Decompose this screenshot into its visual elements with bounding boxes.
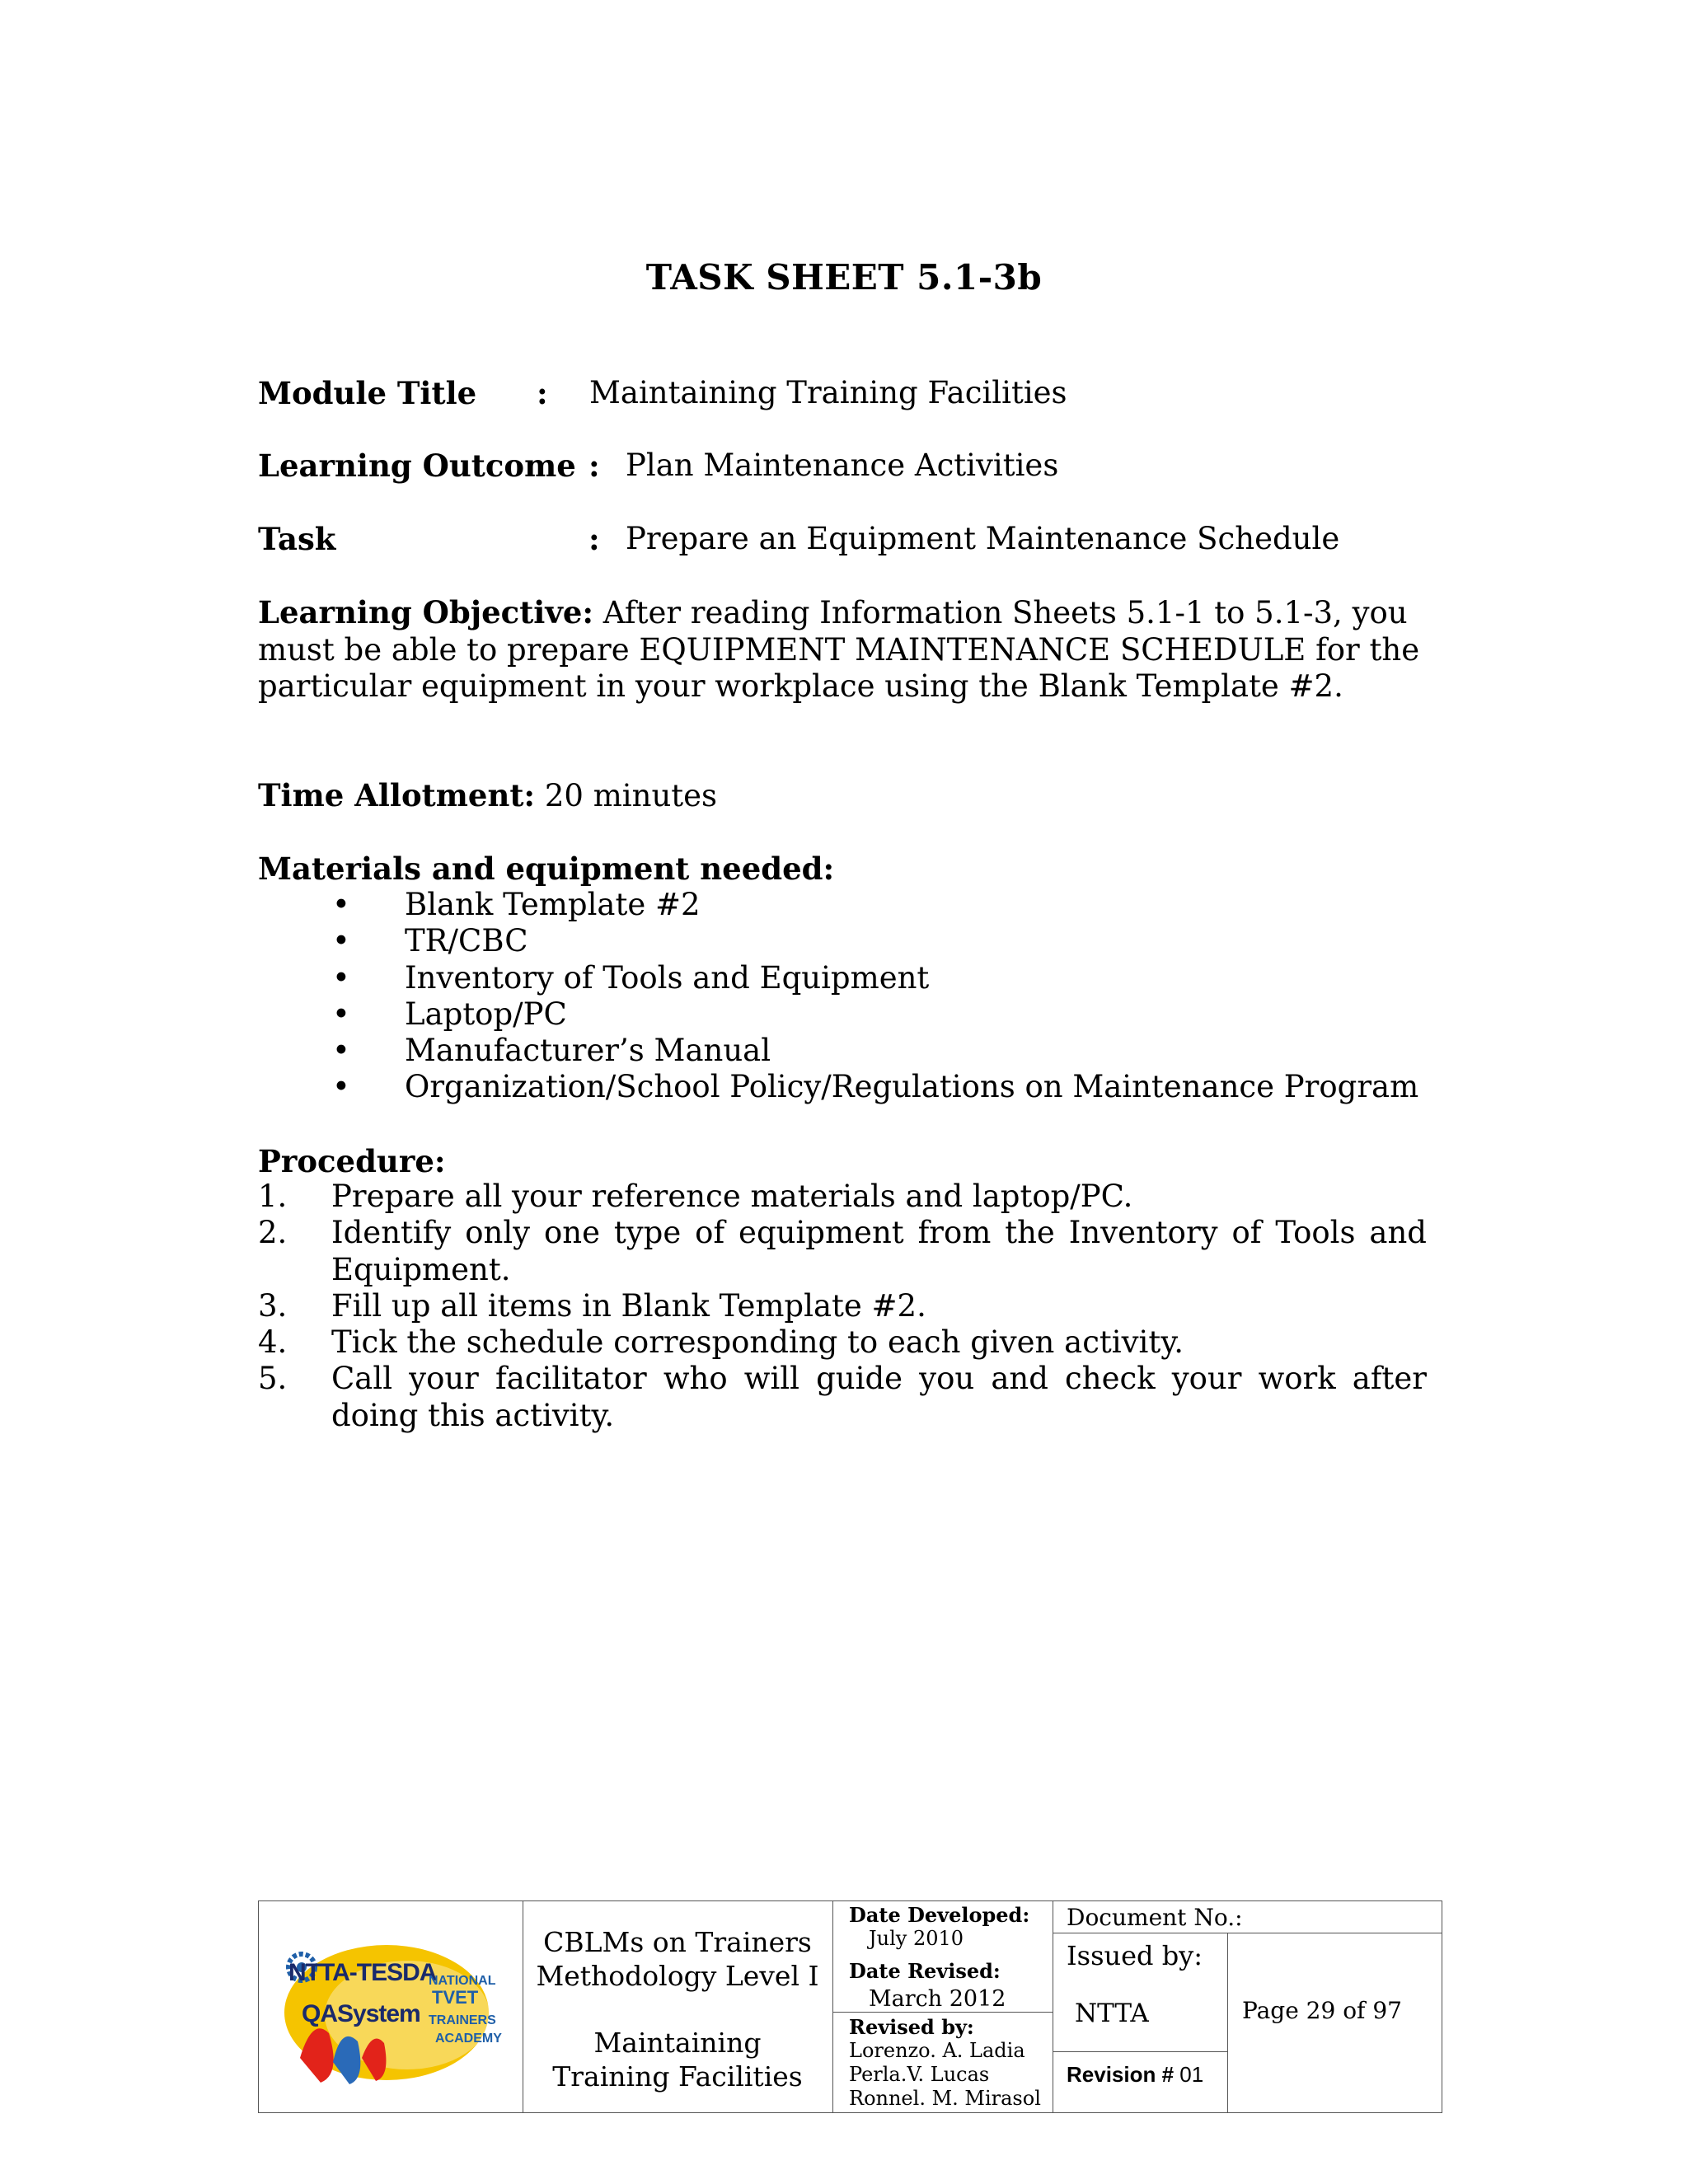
procedure-step	[258, 1179, 1427, 1215]
date-revised-label: Date Revised:	[849, 1959, 1001, 1983]
revised-by-name-2: Perla.V. Lucas	[849, 2063, 990, 2086]
course-title-line2: Methodology Level I	[536, 1960, 819, 1992]
materials-heading: Materials and equipment needed:	[258, 851, 835, 887]
bullet-marker: •	[332, 1033, 350, 1069]
bullet-marker: •	[332, 1069, 350, 1105]
bullet-marker: •	[332, 959, 350, 996]
module-title-value: Maintaining Training Facilities	[589, 375, 1067, 410]
ntta-tesda-logo	[284, 1934, 502, 2091]
module-title-separator: :	[537, 375, 548, 411]
logo-text-national: NATIONAL	[429, 1974, 496, 1988]
procedure-step-number: 1.	[258, 1179, 288, 1214]
logo-text-trainers: TRAINERS	[429, 2013, 496, 2027]
procedure-heading: Procedure:	[258, 1143, 446, 1179]
issued-by-value: NTTA	[1075, 1999, 1149, 2028]
procedure-step-text: Identify only one type of equipment from the Inventory of Tools and Equipment.	[331, 1215, 1427, 1287]
materials-item-text: Inventory of Tools and Equipment	[405, 959, 930, 996]
learning-outcome-label: Learning Outcome	[258, 448, 576, 484]
procedure-step-text: Tick the schedule corresponding to each given activity.	[331, 1324, 1184, 1361]
learning-outcome-value: Plan Maintenance Activities	[626, 448, 1059, 483]
procedure-step	[258, 1215, 1427, 1288]
time-allotment-value: 20 minutes	[535, 778, 718, 813]
logo-text-qasystem: QASystem	[302, 2000, 420, 2027]
materials-item-text: Blank Template #2	[405, 887, 701, 922]
revision-number	[1067, 2060, 1203, 2089]
date-developed-label: Date Developed:	[849, 1903, 1030, 1927]
procedure-step-text: Fill up all items in Blank Template #2.	[331, 1287, 926, 1324]
revised-by-label: Revised by:	[849, 2015, 974, 2039]
time-allotment	[258, 777, 717, 814]
task-separator: :	[588, 521, 600, 557]
learning-objective-text: After reading Information Sheets 5.1-1 to 5.1-3, you must be able to prepare EQUIPMENT MAINTENANCE SCHEDULE for the particular equipment in your workplace using the Blank Template #2.	[258, 595, 1420, 704]
logo-text-tvet: TVET	[432, 1987, 479, 2008]
document-no-label: Document No.:	[1067, 1904, 1243, 1931]
learning-objective-label: Learning Objective:	[258, 594, 594, 630]
course-title-line1: CBLMs on Trainers	[543, 1926, 812, 1958]
materials-item-text: Manufacturer’s Manual	[405, 1033, 771, 1069]
procedure-step-number: 5.	[258, 1361, 288, 1397]
module-title-label: Module Title	[258, 375, 477, 411]
logo-text-academy: ACADEMY	[435, 2032, 502, 2046]
revision-value: 01	[1174, 2062, 1204, 2087]
module-name-line2: Training Facilities	[552, 2060, 803, 2093]
learning-objective	[258, 594, 1428, 705]
module-name-line1: Maintaining	[593, 2027, 762, 2059]
materials-item-text: Laptop/PC	[405, 996, 567, 1032]
procedure-step-number: 3.	[258, 1287, 288, 1324]
logo-text-ntta-tesda: NTTA-TESDA	[288, 1959, 437, 1986]
date-developed-value: July 2010	[869, 1927, 964, 1950]
procedure-step	[258, 1361, 1427, 1434]
page-number: Page 29 of 97	[1242, 1997, 1402, 2024]
revised-by-name-3: Ronnel. M. Mirasol	[849, 2087, 1041, 2110]
procedure-list	[258, 1179, 1427, 1434]
bullet-marker: •	[332, 996, 350, 1032]
procedure-step-text: Prepare all your reference materials and laptop/PC.	[331, 1179, 1133, 1214]
date-revised-value: March 2012	[869, 1986, 1006, 2012]
page-title: TASK SHEET 5.1-3b	[645, 257, 1043, 298]
time-allotment-label: Time Allotment:	[258, 777, 536, 813]
materials-item-text: TR/CBC	[405, 923, 528, 959]
procedure-step	[258, 1324, 1427, 1361]
bullet-marker: •	[332, 887, 350, 922]
revision-label: Revision #	[1067, 2062, 1175, 2087]
task-label: Task	[258, 521, 336, 557]
bullet-marker: •	[332, 923, 350, 959]
procedure-step-number: 4.	[258, 1324, 288, 1361]
revised-by-name-1: Lorenzo. A. Ladia	[849, 2039, 1025, 2062]
task-value: Prepare an Equipment Maintenance Schedule	[626, 521, 1340, 556]
procedure-step-number: 2.	[258, 1215, 288, 1251]
procedure-step	[258, 1288, 1427, 1324]
document-footer-table	[258, 1900, 1442, 2113]
issued-by-label: Issued by:	[1067, 1940, 1203, 1971]
materials-item-text: Organization/School Policy/Regulations on Maintenance Program	[405, 1069, 1419, 1105]
procedure-step-text: Call your facilitator who will guide you and check your work after doing this activity.	[331, 1361, 1427, 1433]
learning-outcome-separator: :	[588, 448, 600, 484]
